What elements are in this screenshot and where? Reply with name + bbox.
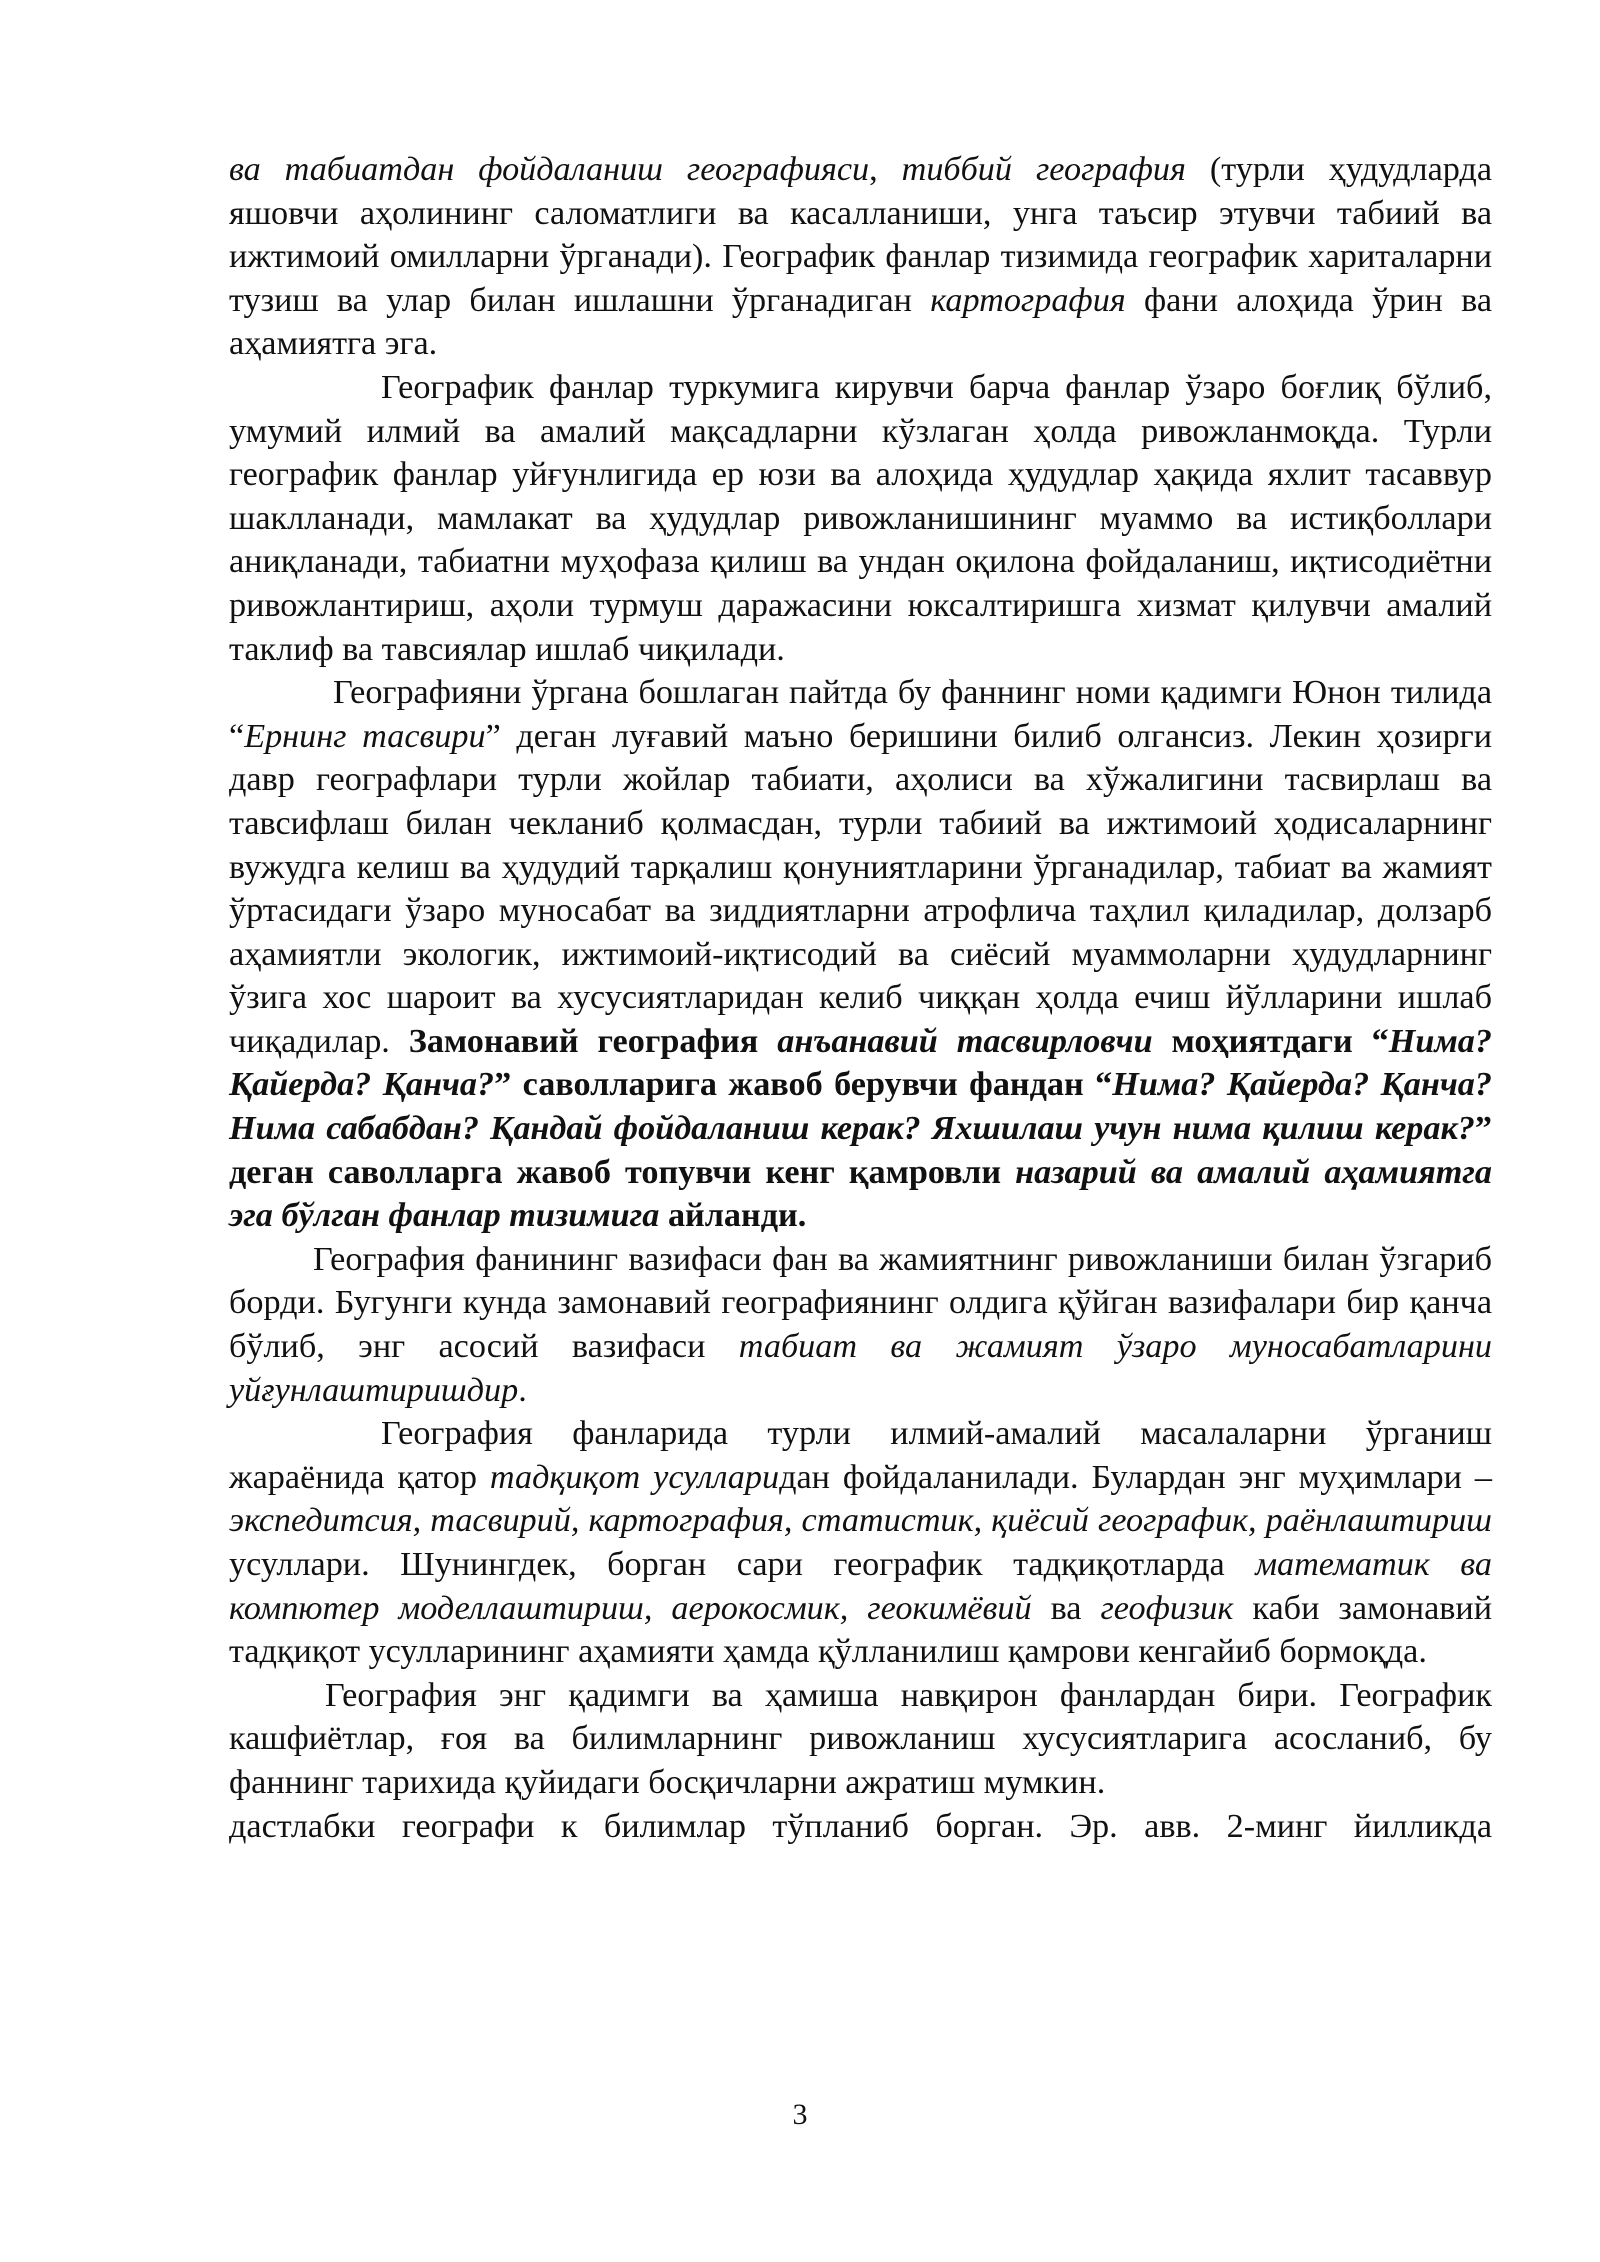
italic-term: тиббий география [901,151,1186,188]
text-run: фани алоҳида ўрин ва аҳамиятга эга. [229,281,1492,363]
italic-term: математик ва компютер моделлаштириш, аерокосмик, геокимёвий [229,1546,1492,1627]
page-number: 3 [792,2098,808,2131]
bold-italic-text: Нима? Қайерда? Қанча? [229,1022,1492,1104]
italic-term: картография [930,281,1126,319]
bold-run: ” саволларига жавоб берувчи фандан “ [494,1066,1113,1104]
text-run: Географик фанлар туркумига кирувчи барча фанлар ўзаро боғлиқ бўлиб, умумий илмий ва амалий мақсадларни кўзлаган ҳолда ривожланмоқда. Турли географик фанлар уйғунлигида ер юзи ва алоҳида ҳудудлар ҳақида яхлит тасаввур шаклланади, мамлакат ва ҳудудлар ривожланишининг муаммо ва истиқболлари аниқланади, табиатни муҳофаза қилиш ва ундан оқилона фойдаланиш, иқтисодиётни ривожлантириш, аҳоли турмуш даражасини юксалтиришга хизмат қилувчи амалий таклиф ва тавсиялар ишлаб чиқилади. [229,368,1492,668]
paragraph-3 [229,671,1492,1238]
text-run: (турли ҳудудларда яшовчи аҳолининг саломатлиги ва касалланиши, унга таъсир этувчи табиий ва ижтимоий омилларни ўрганади). Географик фанлар тизимида географик хариталарни тузиш ва улар билан ишлашни ўрганадиган [229,151,1492,319]
bold-italic-text: назарий ва амалий аҳамиятга эга бўлган фанлар тизимига [229,1153,1492,1235]
text-run: каби замонавий тадқиқот усулларининг аҳамияти ҳамда қўлланилиш қамрови кенгайиб бормоқда. [229,1589,1492,1671]
bold-italic-text: анъанавий тасвирловчи [777,1022,1153,1060]
italic-term: табиат ва жамият ўзаро муносабатларини уйғунлаштиришдир [229,1328,1492,1409]
italic-term: тадқиқот усуллари [489,1458,780,1496]
text-run: усуллари. Шунингдек, борган сари географик тадқиқотларда [229,1546,1256,1583]
paragraph-7 [229,1805,1492,1849]
text-run: География фанининг вазифаси фан ва жамиятнинг ривожланиши билан ўзгариб борди. Бугунги кунда замонавий географиянинг олдига қўйган вазифалари бир қанча бўлиб, энг асосий вазифаси [229,1240,1492,1366]
text-run: География фанларида турли илмий-амалий масалаларни ўрганиш жараёнида қатор [229,1415,1492,1496]
bold-run: ” деган саволларга жавоб топувчи кенг қамровли [229,1110,1492,1191]
text-run: дастлабки географи к билимлар тўпланиб борган. Эр. авв. 2-минг йилликда [229,1807,1492,1845]
text-run: , [869,151,902,188]
document-page [229,148,1492,1848]
bold-run: Замонавий география [408,1022,778,1060]
text-run: ” деган луғавий маъно беришини билиб олгансиз. Лекин ҳозирги давр географлари турли жойлар табиати, аҳолиси ва хўжалигини тасвирлаш ва тавсифлаш билан чекланиб қолмасдан, турли табиий ва ижтимоий ҳодисаларнинг вужудга келиш ва ҳудудий тарқалиш қонуниятларини ўрганадилар, табиат ва жамият ўртасидаги ўзаро муносабат ва зиддиятларни атрофлича таҳлил қиладилар, долзарб аҳамиятли экологик, ижтимоий-иқтисодий ва сиёсий муаммоларни ҳудудларнинг ўзига хос шароит ва хусусиятларидан келиб чиққан ҳолда ечиш йўлларини ишлаб чиқадилар. [229,717,1492,1060]
paragraph-6 [229,1674,1492,1805]
italic-term: ва табиатдан фойдаланиш географияси [229,151,870,188]
italic-term: экспедитсия, тасвирий, картография, статистик, қиёсий географик, раёнлаштириш [229,1502,1492,1540]
text-run: . [518,1371,527,1409]
paragraph-5 [229,1412,1492,1674]
text-run: дан фойдаланилади. Булардан энг муҳимлари – [779,1458,1492,1496]
bold-run: моҳиятдаги “ [1152,1022,1389,1060]
text-run: География энг қадимги ва ҳамиша навқирон фанлардан бири. Географик кашфиётлар, ғоя ва билимларнинг ривожланиш хусусиятларига асосланиб, бу фаннинг тарихида қуйидаги босқичларни ажратиш мумкин. [229,1676,1492,1801]
bold-run: айланди. [659,1197,807,1235]
paragraph-2 [229,366,1492,671]
paragraph-1 [229,148,1492,366]
paragraph-4 [229,1238,1492,1412]
text-run: ва [1031,1589,1101,1627]
italic-term: геофизик [1100,1589,1234,1627]
italic-term: Ернинг тасвири [244,717,486,755]
bold-italic-run [777,1023,1152,1060]
bold-italic-text: Нима? Қайерда? Қанча? Нима сабабдан? Қандай фойдаланиш керак? Яхшилаш учун нима қилиш керак? [229,1066,1492,1148]
text-run: Географияни ўргана бошлаган пайтда бу фаннинг номи қадимги Юнон тилида “ [229,674,1492,755]
